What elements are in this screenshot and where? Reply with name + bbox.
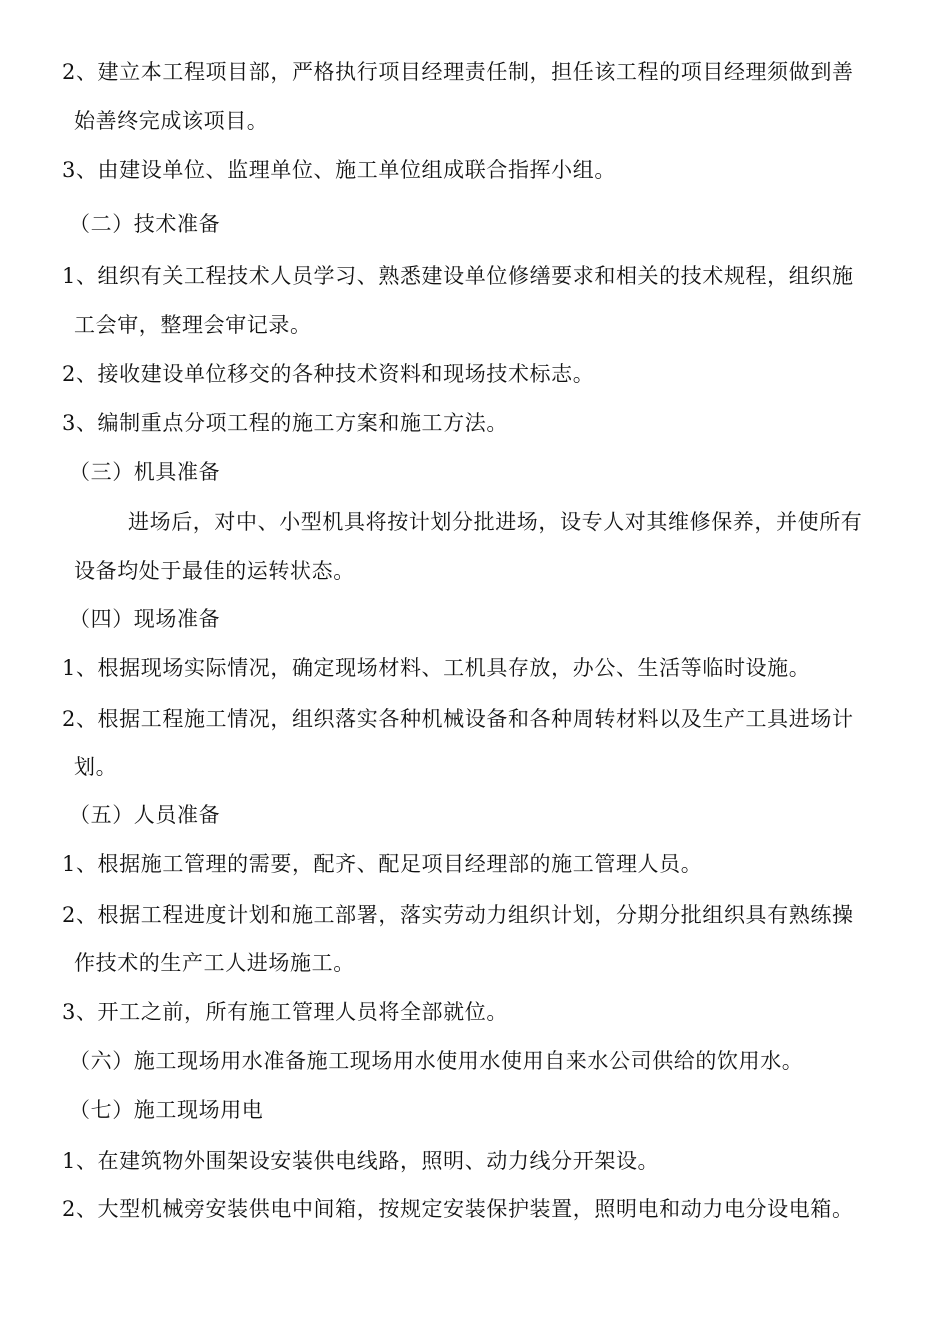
paragraph-line: 3、编制重点分项工程的施工方案和施工方法。 bbox=[62, 411, 508, 435]
paragraph-line: 始善终完成该项目。 bbox=[74, 109, 269, 133]
paragraph-line: 2、接收建设单位移交的各种技术资料和现场技术标志。 bbox=[62, 362, 595, 386]
section-heading: （三）机具准备 bbox=[69, 460, 221, 484]
section-heading: （二）技术准备 bbox=[69, 212, 221, 236]
paragraph-line: 作技术的生产工人进场施工。 bbox=[74, 951, 355, 975]
section-heading: （五）人员准备 bbox=[69, 803, 221, 827]
section-heading: （七）施工现场用电 bbox=[69, 1098, 264, 1122]
paragraph-line: 设备均处于最佳的运转状态。 bbox=[74, 559, 355, 583]
paragraph-line: 1、根据施工管理的需要，配齐、配足项目经理部的施工管理人员。 bbox=[62, 852, 703, 876]
paragraph-line: 2、建立本工程项目部，严格执行项目经理责任制，担任该工程的项目经理须做到善 bbox=[62, 60, 854, 84]
paragraph-line: 2、根据工程进度计划和施工部署，落实劳动力组织计划，分期分批组织具有熟练操 bbox=[62, 903, 854, 927]
paragraph-line: 进场后，对中、小型机具将按计划分批进场，设专人对其维修保养，并使所有 bbox=[128, 510, 863, 534]
paragraph-line: 划。 bbox=[74, 755, 118, 779]
paragraph-line: 1、组织有关工程技术人员学习、熟悉建设单位修缮要求和相关的技术规程，组织施 bbox=[62, 264, 854, 288]
paragraph-line: 1、在建筑物外围架设安装供电线路，照明、动力线分开架设。 bbox=[62, 1149, 660, 1173]
paragraph-line: 3、由建设单位、监理单位、施工单位组成联合指挥小组。 bbox=[62, 158, 616, 182]
paragraph-line: 2、根据工程施工情况，组织落实各种机械设备和各种周转材料以及生产工具进场计 bbox=[62, 707, 854, 731]
paragraph-line: 工会审，整理会审记录。 bbox=[74, 313, 312, 337]
section-heading: （六）施工现场用水准备施工现场用水使用水使用自来水公司供给的饮用水。 bbox=[69, 1049, 804, 1073]
paragraph-line: 3、开工之前，所有施工管理人员将全部就位。 bbox=[62, 1000, 508, 1024]
paragraph-line: 1、根据现场实际情况，确定现场材料、工机具存放，办公、生活等临时设施。 bbox=[62, 656, 811, 680]
paragraph-line: 2、大型机械旁安装供电中间箱，按规定安装保护装置，照明电和动力电分设电箱。 bbox=[62, 1197, 854, 1221]
section-heading: （四）现场准备 bbox=[69, 607, 221, 631]
